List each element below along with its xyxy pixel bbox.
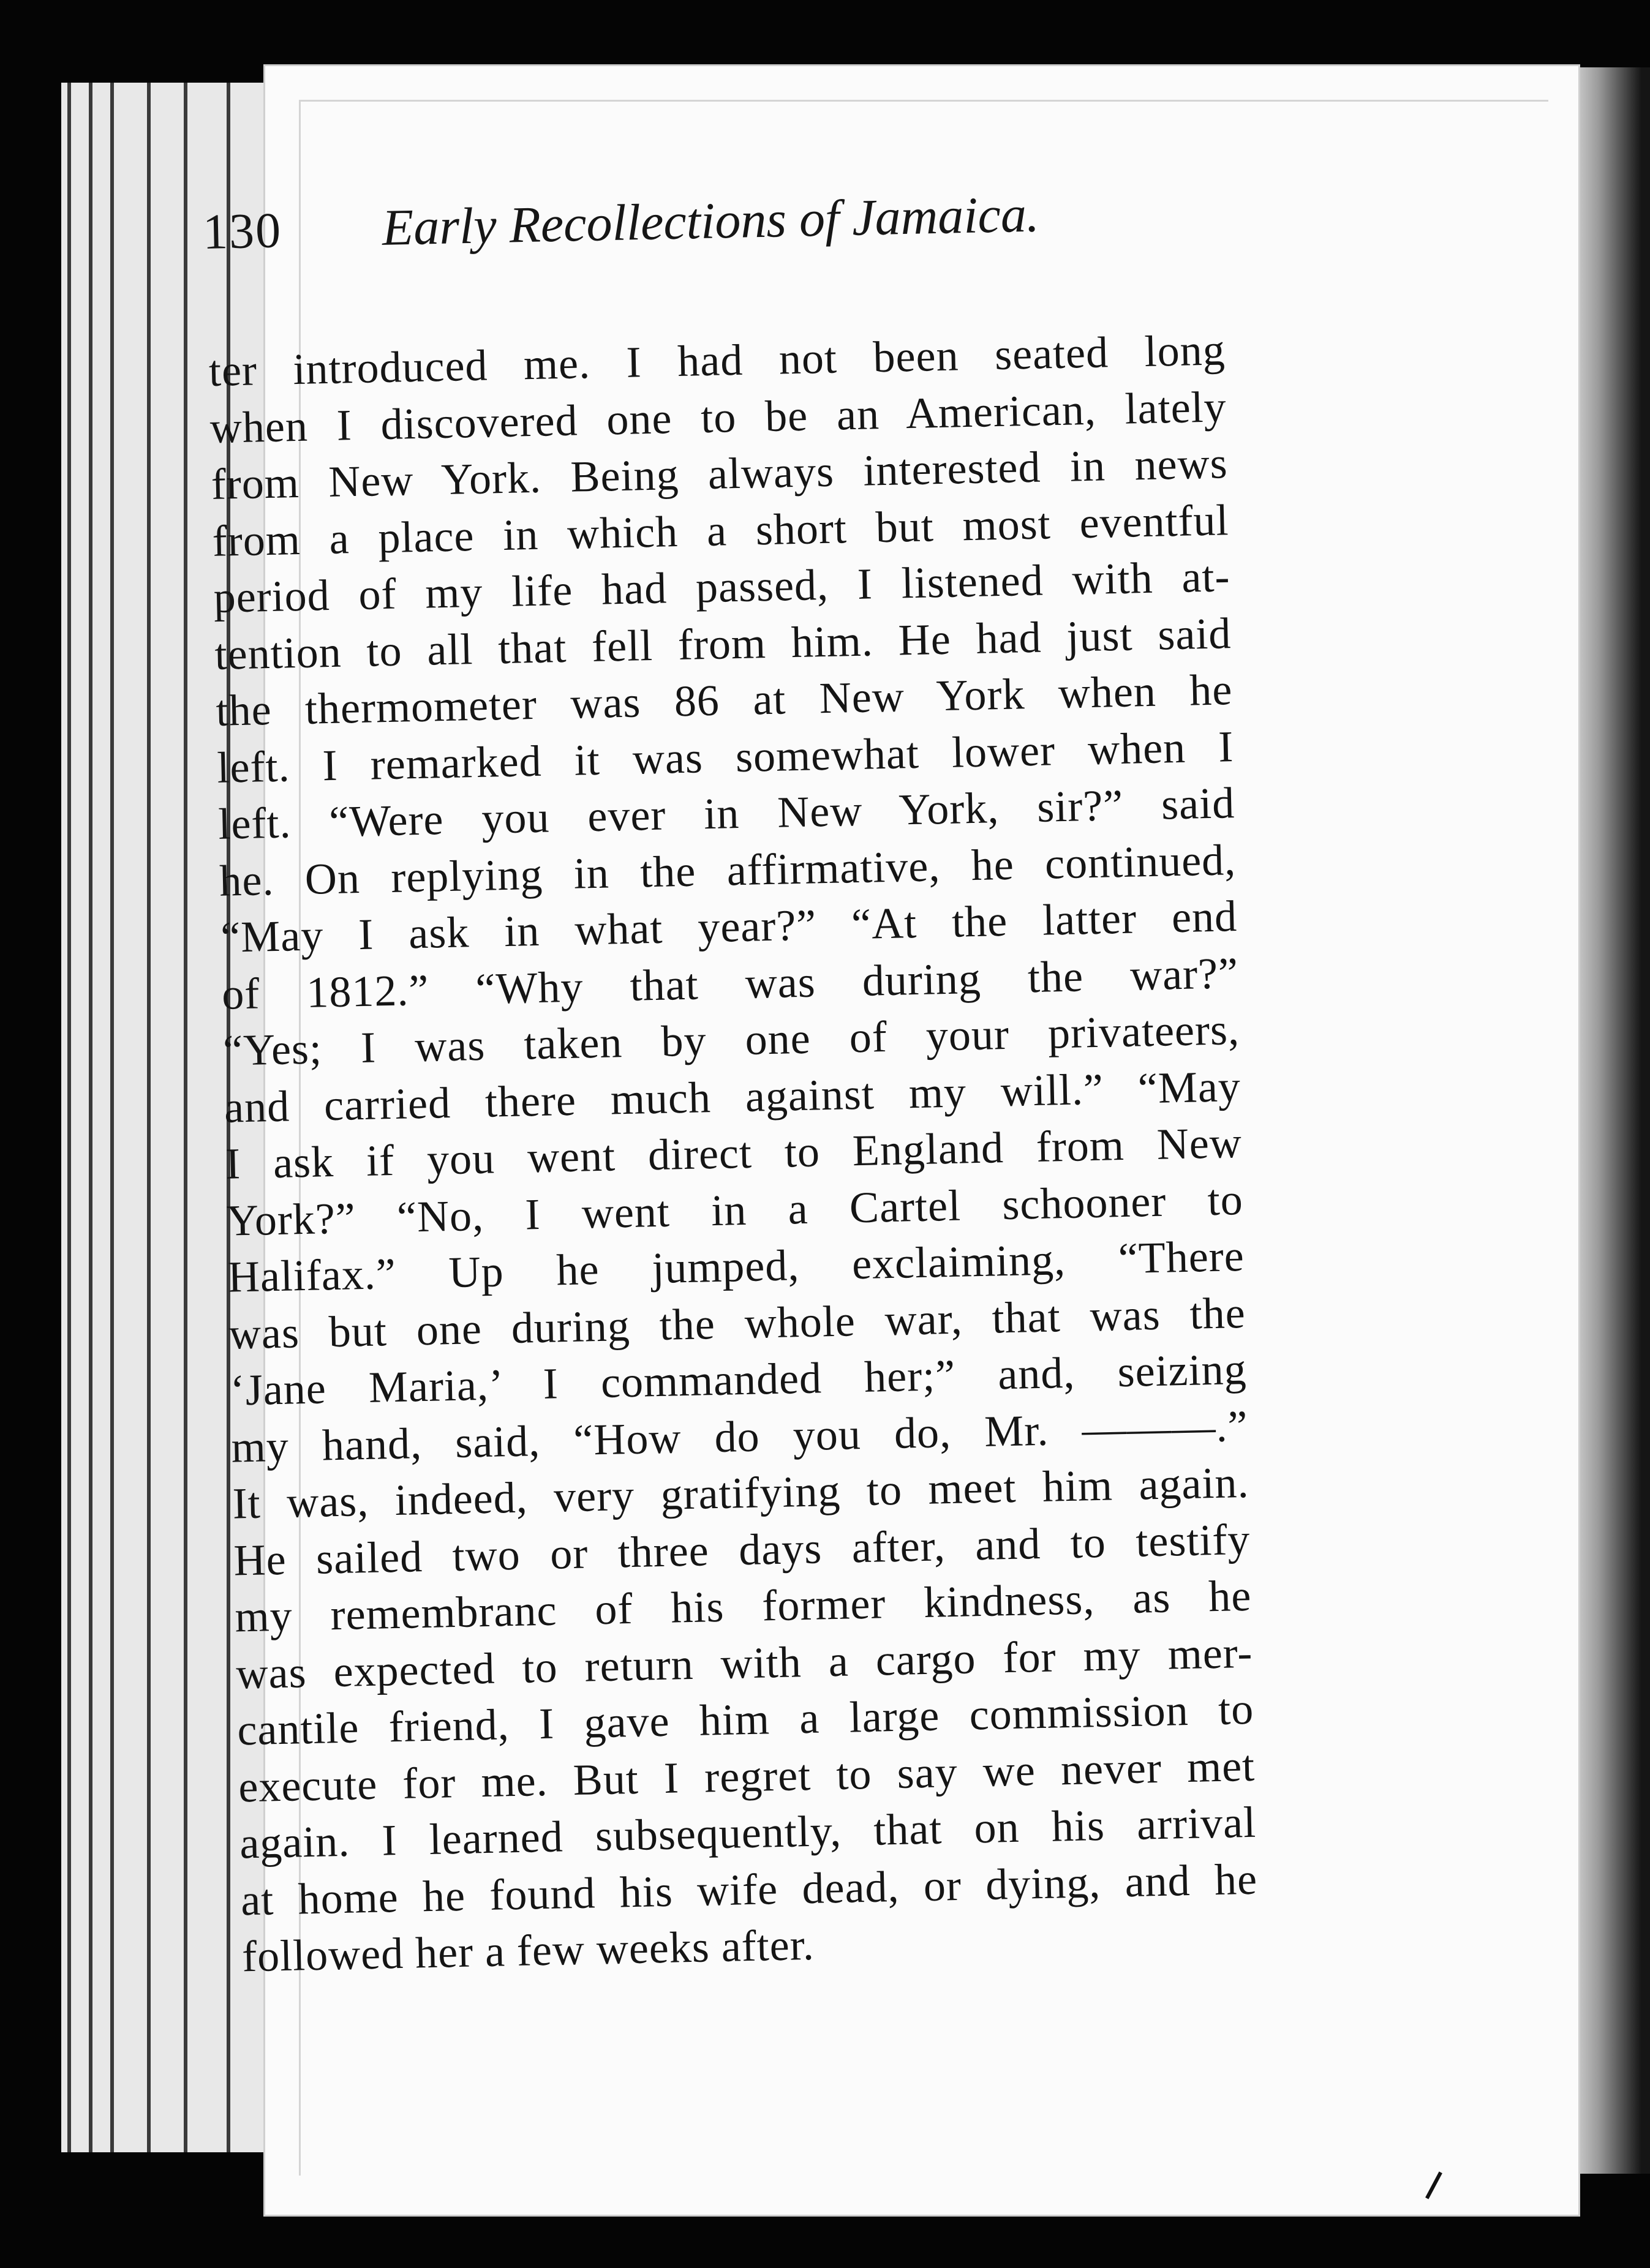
text-line: my hand, said, “How do you do, Mr. ———.” xyxy=(230,1401,1249,1472)
text-line: It was, indeed, very gratifying to meet him again. xyxy=(232,1457,1250,1528)
page-number: 130 xyxy=(202,202,282,260)
text-line: ter introduced me. I had not been seated long xyxy=(208,325,1226,396)
text-line: I ask if you went direct to England from New xyxy=(225,1117,1243,1188)
text-line: of 1812.” “Why that was during the war?” xyxy=(221,948,1239,1019)
text-line: York?” “No, I went in a Cartel schooner to xyxy=(226,1174,1244,1245)
text-line: when I discovered one to be an American, lately xyxy=(209,381,1227,452)
text-line: at home he found his wife dead, or dying, and he xyxy=(240,1854,1258,1924)
text-line: “Yes; I was taken by one of your privateers, xyxy=(222,1004,1240,1075)
text-line: execute for me. But I regret to say we never met xyxy=(238,1741,1256,1811)
text-line: from New York. Being always interested in news xyxy=(211,438,1229,509)
page-edge-line xyxy=(147,83,151,2152)
body-text xyxy=(208,321,1259,1985)
text-line: he. On replying in the affirmative, he continued, xyxy=(219,835,1237,906)
text-line: “May I ask in what year?” “At the latter end xyxy=(220,892,1238,962)
text-line: followed her a few weeks after. xyxy=(241,1920,815,1981)
text-line: from a place in which a short but most eventful xyxy=(211,495,1230,566)
text-line: ‘Jane Maria,’ I commanded her;” and, seizing xyxy=(229,1344,1248,1415)
text-line: tention to all that fell from him. He had just said xyxy=(214,608,1232,679)
text-line: the thermometer was 86 at New York when he xyxy=(215,665,1234,735)
text-line: and carried there much against my will.” “May xyxy=(224,1061,1241,1132)
text-line: period of my life had passed, I listened with at- xyxy=(213,552,1231,622)
running-head-title: Early Recollections of Jamaica. xyxy=(381,186,1040,257)
text-line: was expected to return with a cargo for my mer- xyxy=(235,1628,1253,1699)
text-line: He sailed two or three days after, and to testify xyxy=(233,1514,1251,1585)
text-line: left. “Were you ever in New York, sir?” said xyxy=(217,778,1235,849)
text-line: Halifax.” Up he jumped, exclaiming, “There xyxy=(227,1231,1245,1302)
page-edge-line xyxy=(67,83,71,2152)
text-line: left. I remarked it was somewhat lower when I xyxy=(216,721,1234,792)
text-line: again. I learned subsequently, that on his arrival xyxy=(239,1797,1257,1868)
page-edge-line xyxy=(89,83,92,2152)
page-edge-line xyxy=(110,83,114,2152)
text-line: my remembranc of his former kindness, as he xyxy=(234,1571,1253,1642)
text-line: cantile friend, I gave him a large commission to xyxy=(236,1684,1254,1755)
text-line: was but one during the whole war, that was the xyxy=(228,1288,1246,1359)
page-edge-line xyxy=(184,83,187,2152)
